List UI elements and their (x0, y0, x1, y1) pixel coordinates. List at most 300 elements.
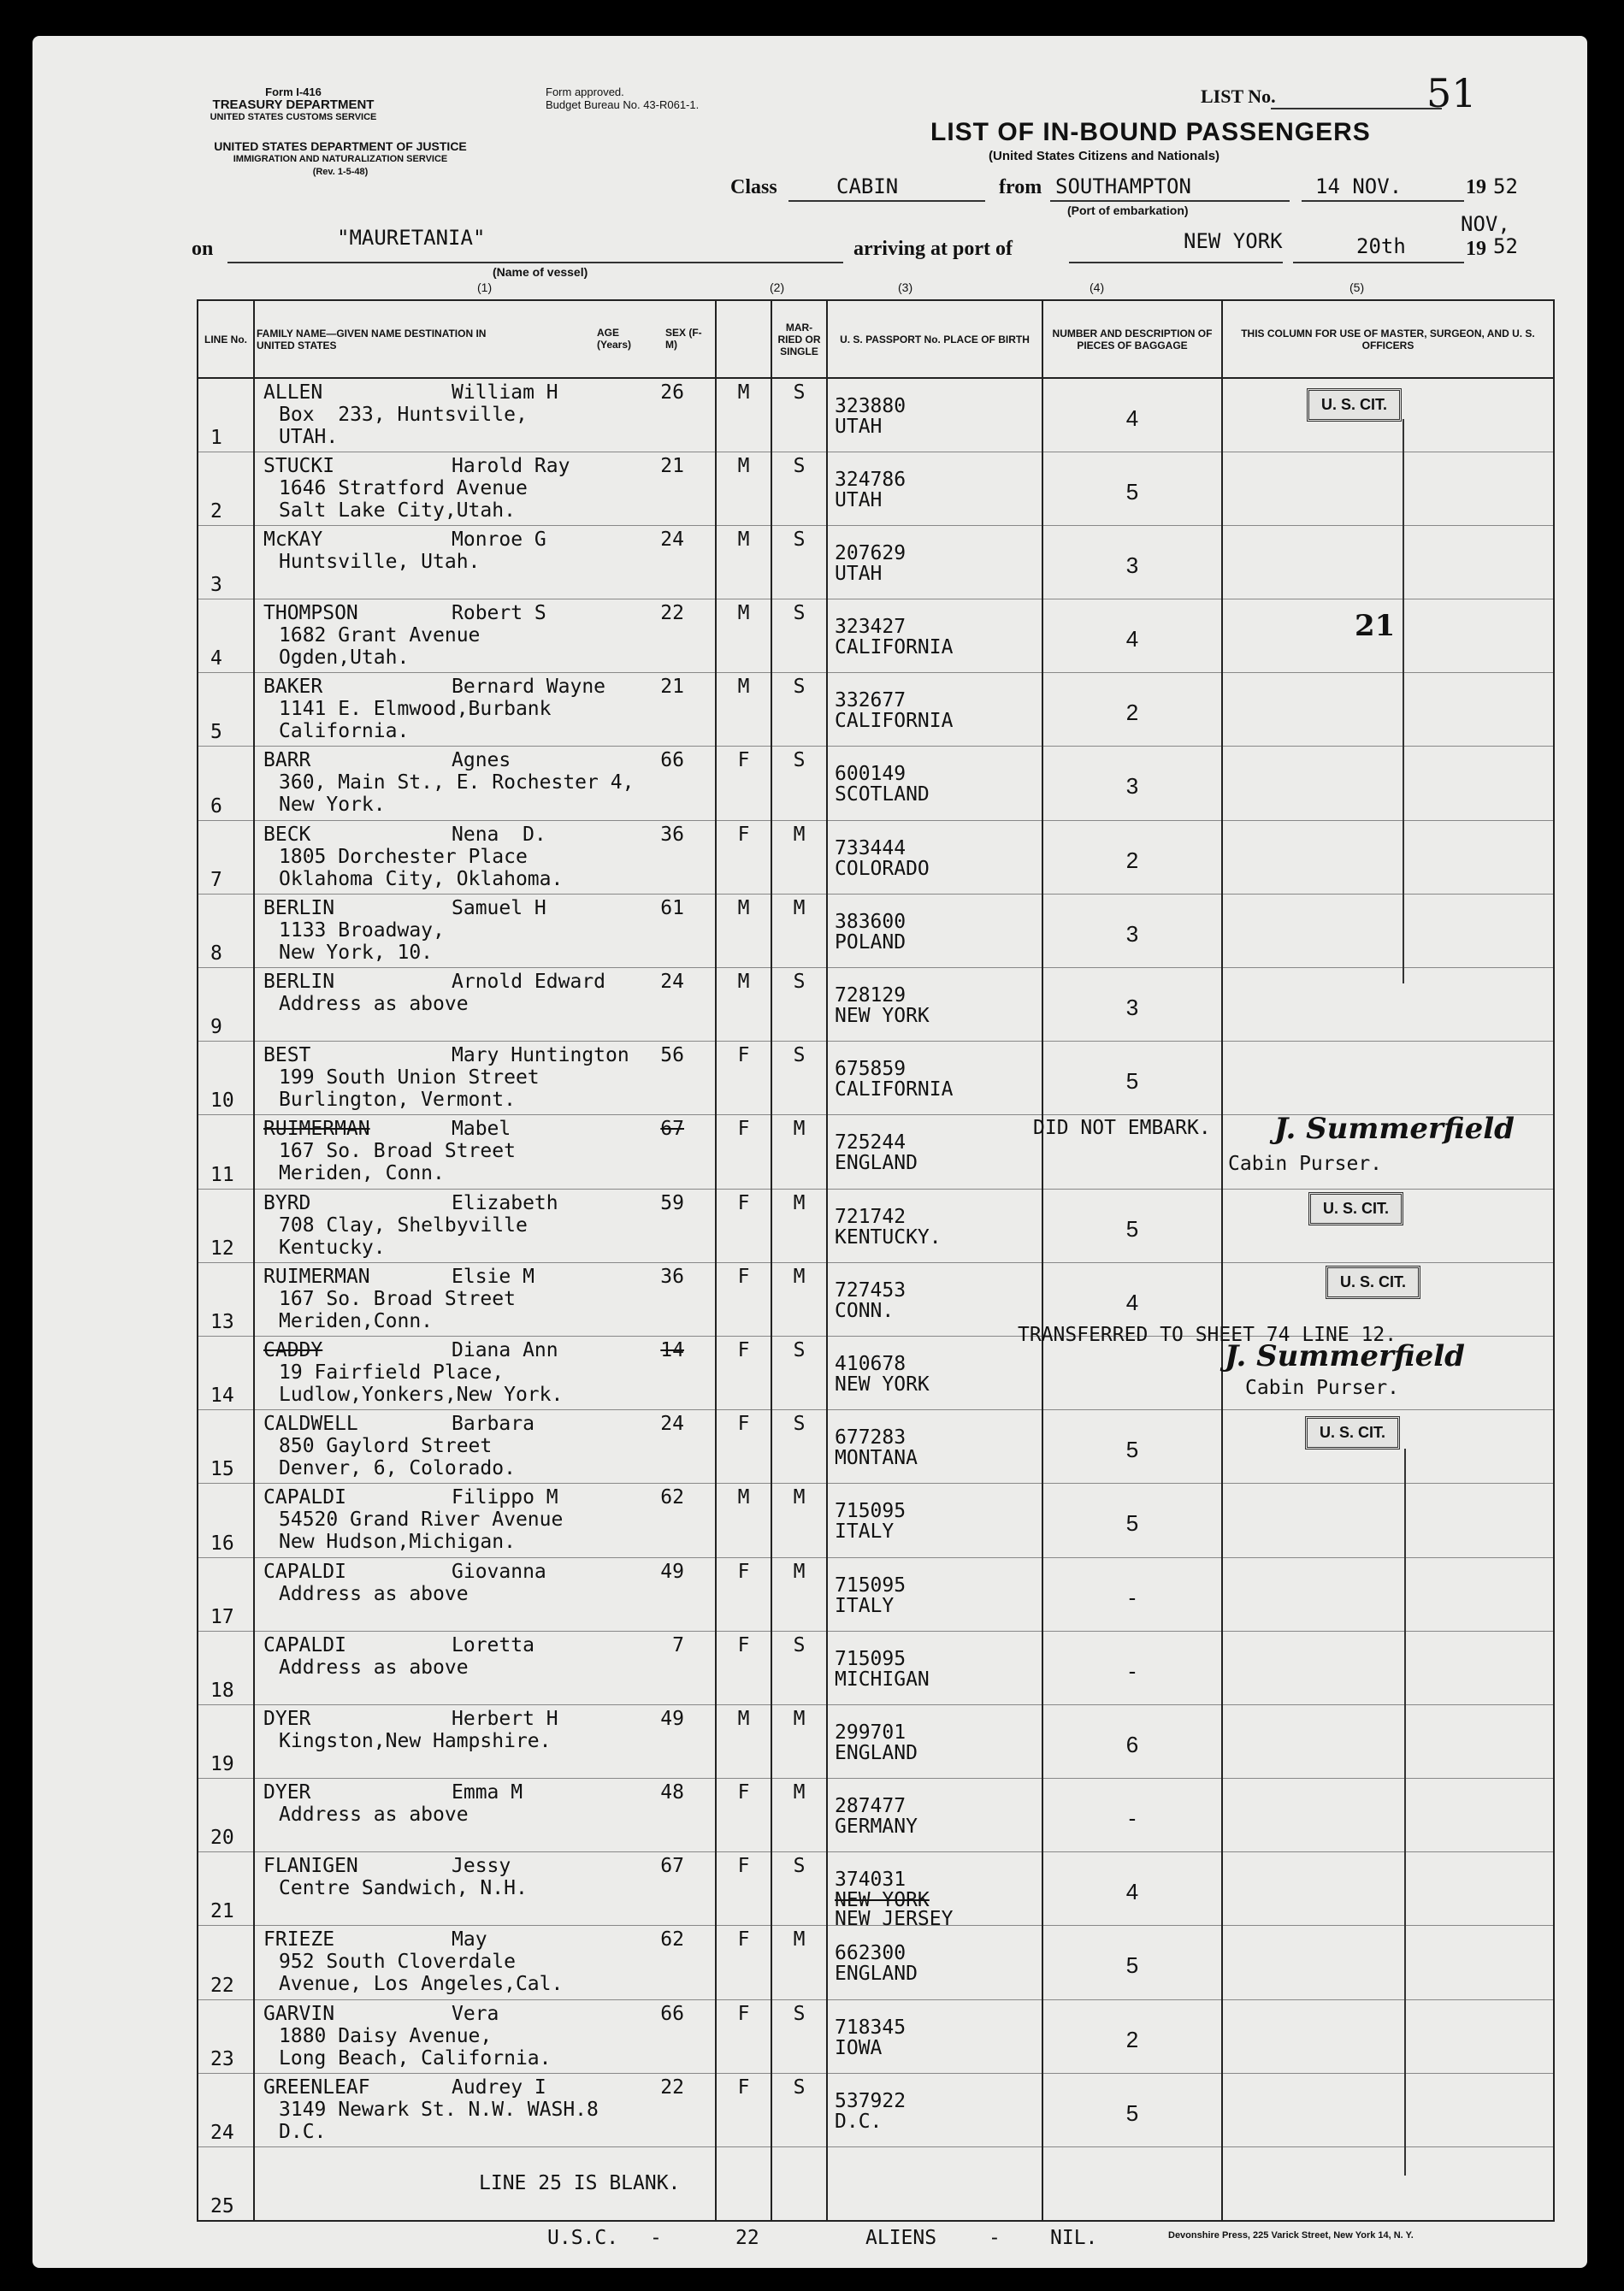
address-line-2: Meriden, Conn. (279, 1162, 445, 1185)
baggage-cell (1042, 2147, 1222, 2221)
given-name: Herbert H (452, 1707, 558, 1730)
line-number: 23 (210, 2047, 234, 2070)
line-number: 7 (210, 868, 222, 891)
age: 66 (660, 2002, 684, 2025)
remarks-cell (1222, 1631, 1554, 1704)
passport-number: 662300 (835, 1942, 906, 1965)
arrival-year-prefix: 19 (1466, 238, 1486, 260)
baggage-count: 3 (1125, 552, 1139, 578)
line-number: 22 (210, 1974, 234, 1997)
baggage-cell (1042, 525, 1222, 599)
sex: F (737, 1044, 750, 1067)
did-not-embark: DID NOT EMBARK. (1033, 1117, 1211, 1139)
baggage-count: 5 (1125, 2099, 1139, 2126)
col-header-baggage: NUMBER AND DESCRIPTION OF PIECES OF BAGGAGE (1042, 300, 1222, 378)
sex: F (737, 1338, 750, 1361)
age: 21 (660, 454, 684, 477)
passport-number: 733444 (835, 836, 906, 859)
name-cell (254, 1999, 716, 2073)
baggage-count: - (1128, 1657, 1137, 1684)
name-cell (254, 1704, 716, 1778)
address-line-1: 167 So. Broad Street (279, 1140, 516, 1163)
name-cell (254, 1557, 716, 1631)
marital-status: S (793, 454, 806, 477)
given-name: Loretta (452, 1633, 534, 1656)
given-name: Audrey I (452, 2075, 546, 2099)
passport-cell (827, 1410, 1042, 1484)
justice-dept: UNITED STATES DEPARTMENT OF JUSTICE (214, 139, 467, 153)
age: 21 (660, 676, 684, 699)
family-name: BAKER (263, 676, 323, 699)
table-row (198, 1852, 1554, 1926)
col-header-line: LINE No. (198, 300, 254, 378)
family-name: CAPALDI (263, 1486, 346, 1509)
address-line-1: 1646 Stratford Avenue (279, 476, 528, 499)
married-cell (771, 1779, 827, 1852)
remarks-cell (1222, 1557, 1554, 1631)
line-number-cell (198, 1262, 254, 1336)
sex: F (737, 2075, 750, 2099)
line-number-cell (198, 1926, 254, 1999)
line-number-cell (198, 525, 254, 599)
col-header-spacer (716, 300, 771, 378)
baggage-cell (1042, 1484, 1222, 1557)
marital-status: S (793, 676, 806, 699)
age: 62 (660, 1486, 684, 1509)
line-number-cell (198, 1189, 254, 1262)
name-cell (254, 452, 716, 525)
name-cell (254, 894, 716, 967)
baggage-cell (1042, 2073, 1222, 2146)
line-number: 1 (210, 426, 222, 449)
address-line-2: Meriden,Conn. (279, 1309, 434, 1332)
table-row (198, 1557, 1554, 1631)
name-cell (254, 820, 716, 894)
passport-cell (827, 2147, 1042, 2221)
place-of-birth: CALIFORNIA (835, 710, 954, 733)
name-cell (254, 1779, 716, 1852)
col-num-3: (3) (898, 280, 913, 294)
passport-cell (827, 1999, 1042, 2073)
line-number-cell (198, 1115, 254, 1189)
address-line-1: 360, Main St., E. Rochester 4, (279, 771, 635, 794)
agency-block (152, 86, 434, 124)
sex-cell (716, 894, 771, 967)
remarks-cell (1222, 968, 1554, 1042)
name-cell (254, 1115, 716, 1189)
passport-cell (827, 1704, 1042, 1778)
sex: M (737, 676, 750, 699)
depart-year-prefix: 19 (1466, 176, 1486, 198)
age: 67 (660, 1118, 684, 1141)
passport-cell (827, 1336, 1042, 1409)
passport-cell (827, 820, 1042, 894)
married-cell (771, 747, 827, 820)
line-number-cell (198, 1557, 254, 1631)
sex: M (737, 454, 750, 477)
line-number-cell (198, 1631, 254, 1704)
address-line-1: 199 South Union Street (279, 1066, 540, 1089)
given-name: Arnold Edward (452, 971, 606, 993)
footer-usc: U.S.C. (547, 2227, 619, 2249)
line-number-cell (198, 1852, 254, 1926)
sex-cell (716, 1779, 771, 1852)
place-of-birth: D.C. (835, 2110, 883, 2133)
passport-cell (827, 894, 1042, 967)
passport-cell (827, 1852, 1042, 1931)
baggage-cell (1042, 599, 1222, 673)
footer-aliens-count: NIL. (1050, 2227, 1098, 2249)
col-header-name (254, 300, 716, 378)
address-line-2: D.C. (279, 2120, 327, 2143)
address-line-1: 1682 Grant Avenue (279, 624, 481, 647)
sex-cell (716, 968, 771, 1042)
passport-cell (827, 1484, 1042, 1557)
baggage-count: 5 (1125, 1068, 1139, 1095)
remarks-cell (1222, 1484, 1554, 1557)
line-number-cell (198, 1042, 254, 1115)
place-of-birth: UTAH (835, 488, 883, 511)
age: 49 (660, 1707, 684, 1730)
address-line-2: Ludlow,Yonkers,New York. (279, 1383, 564, 1406)
given-name: Robert S (452, 602, 546, 625)
depart-date-underline (1302, 200, 1464, 202)
marital-status: M (793, 896, 806, 919)
sex: F (737, 2002, 750, 2025)
address-line-1: 54520 Grand River Avenue (279, 1509, 564, 1532)
sex: M (737, 602, 750, 625)
sex-cell (716, 378, 771, 452)
passport-number: 675859 (835, 1058, 906, 1081)
age: 26 (660, 381, 684, 404)
table-row (198, 2073, 1554, 2146)
place-of-birth: COLORADO (835, 857, 930, 880)
name-cell (254, 1631, 716, 1704)
marital-status: M (793, 1486, 806, 1509)
from-underline (1050, 200, 1290, 202)
from-label: from (999, 176, 1042, 198)
marital-status: S (793, 1855, 806, 1878)
sex: F (737, 1560, 750, 1583)
address-line-2: New York, 10. (279, 941, 434, 964)
passport-cell (827, 1926, 1042, 1999)
budget-bureau: Budget Bureau No. 43-R061-1. (546, 98, 700, 111)
remarks-cell (1222, 525, 1554, 599)
address-line-1: 3149 Newark St. N.W. WASH.8 (279, 2098, 599, 2121)
name-cell (254, 1852, 716, 1926)
table-row (198, 1779, 1554, 1852)
passport-cell (827, 378, 1042, 452)
purser-signature-2: J. Summerfield (1225, 1339, 1465, 1373)
age: 67 (660, 1855, 684, 1878)
name-cell (254, 1410, 716, 1484)
address-line-1: 1805 Dorchester Place (279, 845, 528, 868)
table-row (198, 452, 1554, 525)
depart-day-month: 14 NOV. (1315, 174, 1403, 198)
line-number: 12 (210, 1237, 234, 1260)
marital-status: S (793, 1633, 806, 1656)
from-value: SOUTHAMPTON (1055, 174, 1191, 198)
passport-cell (827, 673, 1042, 747)
given-name: William H (452, 381, 558, 404)
sex-cell (716, 1852, 771, 1926)
place-of-birth: ENGLAND (835, 1152, 918, 1175)
baggage-cell (1042, 1042, 1222, 1115)
passport-cell (827, 1779, 1042, 1852)
sex: M (737, 971, 750, 993)
footer-usc-dash: - (650, 2227, 662, 2249)
place-of-birth: ENGLAND (835, 1963, 918, 1986)
marital-status: S (793, 749, 806, 772)
family-name: GARVIN (263, 2002, 335, 2025)
line-number: 10 (210, 1089, 234, 1113)
baggage-cell (1042, 1926, 1222, 1999)
ins-label: IMMIGRATION AND NATURALIZATION SERVICE (233, 154, 448, 164)
sex-cell (716, 452, 771, 525)
place-of-birth: NEW YORK (835, 1005, 930, 1027)
name-cell (254, 968, 716, 1042)
sex-cell (716, 1704, 771, 1778)
marital-status: S (793, 1338, 806, 1361)
family-name: McKAY (263, 528, 323, 551)
sex-cell (716, 1262, 771, 1336)
sex-cell (716, 1410, 771, 1484)
passport-number: 374031 (835, 1869, 906, 1892)
line-number: 4 (210, 647, 222, 670)
sex-cell (716, 1189, 771, 1262)
remarks-cell (1222, 1999, 1554, 2073)
address-line-2: Salt Lake City,Utah. (279, 499, 516, 522)
line-number: 16 (210, 1532, 234, 1555)
age: 36 (660, 823, 684, 846)
remarks-cell (1222, 673, 1554, 747)
given-name: Mary Huntington (452, 1044, 629, 1067)
remarks-bracket-line (1403, 419, 1404, 983)
marital-status: S (793, 2075, 806, 2099)
sex: F (737, 1928, 750, 1951)
family-name: BARR (263, 749, 311, 772)
line-number: 24 (210, 2122, 234, 2144)
marital-status: M (793, 1118, 806, 1141)
family-name: BERLIN (263, 896, 335, 919)
us-cit-stamp: U. S. CIT. (1307, 388, 1402, 422)
col-header-name-label: FAMILY NAME—GIVEN NAME DESTINATION IN UNITED STATES (257, 327, 487, 351)
given-name: Mabel (452, 1118, 511, 1141)
baggage-cell (1042, 968, 1222, 1042)
count-21: 21 (1355, 609, 1396, 643)
table-row (198, 1042, 1554, 1115)
married-cell (771, 1042, 827, 1115)
passport-number: 715095 (835, 1574, 906, 1597)
sex: F (737, 823, 750, 846)
name-cell (254, 1189, 716, 1262)
family-name: FRIEZE (263, 1928, 335, 1951)
col-num-4: (4) (1090, 280, 1105, 294)
given-name: Diana Ann (452, 1338, 558, 1361)
passport-number: 207629 (835, 541, 906, 564)
passport-number: 728129 (835, 984, 906, 1007)
table-row (198, 968, 1554, 1042)
sex-cell (716, 2073, 771, 2146)
passport-number: 383600 (835, 910, 906, 933)
baggage-count: 5 (1125, 1510, 1139, 1537)
remarks-cell (1222, 1704, 1554, 1778)
line-number-cell (198, 747, 254, 820)
address-line-1: 1133 Broadway, (279, 918, 445, 942)
married-cell (771, 1852, 827, 1926)
age: 14 (660, 1338, 684, 1361)
vessel-underline (227, 262, 843, 263)
line-number: 8 (210, 942, 222, 965)
passport-cell (827, 525, 1042, 599)
place-of-birth: GERMANY (835, 1816, 918, 1839)
col-header-age: AGE (Years) (597, 327, 632, 351)
table-row (198, 1484, 1554, 1557)
marital-status: S (793, 528, 806, 551)
passport-number: 715095 (835, 1500, 906, 1523)
col-header-remarks: THIS COLUMN FOR USE OF MASTER, SURGEON, AND U. S. OFFICERS (1222, 300, 1554, 378)
address-line-2: Denver, 6, Colorado. (279, 1457, 516, 1480)
line-number: 6 (210, 794, 222, 818)
line-number-cell (198, 1999, 254, 2073)
family-name: THOMPSON (263, 602, 358, 625)
col-header-passport: U. S. PASSPORT No. PLACE OF BIRTH (827, 300, 1042, 378)
place-of-birth: CALIFORNIA (835, 1078, 954, 1101)
line-number-cell (198, 378, 254, 452)
arriving-label: arriving at port of (853, 238, 1013, 260)
family-name: BEST (263, 1044, 311, 1067)
marital-status: M (793, 1191, 806, 1214)
printer-imprint: Devonshire Press, 225 Varick Street, New York 14, N. Y. (1168, 2230, 1414, 2241)
given-name: Harold Ray (452, 454, 570, 477)
marital-status: M (793, 1781, 806, 1804)
passport-number: 727453 (835, 1278, 906, 1302)
marital-status: S (793, 602, 806, 625)
address-line-2: UTAH. (279, 426, 339, 448)
sex-cell (716, 599, 771, 673)
marital-status: M (793, 1560, 806, 1583)
arrival-port: NEW YORK (1184, 229, 1283, 253)
place-of-birth: SCOTLAND (835, 783, 930, 806)
baggage-count: - (1128, 1584, 1137, 1610)
passport-number: 725244 (835, 1131, 906, 1154)
table-row (198, 1999, 1554, 2073)
family-name: BYRD (263, 1191, 311, 1214)
address-line-1: Address as above (279, 993, 469, 1015)
sex-cell (716, 1557, 771, 1631)
list-no-underline (1271, 108, 1442, 109)
class-underline (788, 200, 985, 202)
remarks-cell (1222, 2073, 1554, 2146)
family-name: ALLEN (263, 381, 323, 404)
name-cell (254, 2073, 716, 2146)
address-line-1: 708 Clay, Shelbyville (279, 1213, 528, 1237)
line-number-cell (198, 894, 254, 967)
line-number-cell (198, 1704, 254, 1778)
married-cell (771, 894, 827, 967)
sex-cell (716, 1484, 771, 1557)
passport-number: 721742 (835, 1205, 906, 1228)
revision-label: (Rev. 1-5-48) (312, 167, 369, 177)
port-embark-note: (Port of embarkation) (1067, 204, 1189, 217)
line-number: 25 (210, 2194, 234, 2217)
marital-status: M (793, 823, 806, 846)
given-name: Vera (452, 2002, 499, 2025)
baggage-count: 5 (1125, 1437, 1139, 1463)
married-cell (771, 1926, 827, 1999)
table-row (198, 1704, 1554, 1778)
sex: F (737, 1855, 750, 1878)
place-of-birth: IOWA (835, 2036, 883, 2059)
married-cell (771, 1262, 827, 1336)
sex: F (737, 749, 750, 772)
address-line-2: New Hudson,Michigan. (279, 1531, 516, 1554)
name-cell (254, 525, 716, 599)
family-name: STUCKI (263, 454, 335, 477)
passport-number: 332677 (835, 689, 906, 712)
sex: F (737, 1118, 750, 1141)
married-cell (771, 378, 827, 452)
married-cell (771, 673, 827, 747)
married-cell (771, 1704, 827, 1778)
us-cit-stamp-2: U. S. CIT. (1308, 1192, 1403, 1225)
sex-cell (716, 1115, 771, 1189)
baggage-count: 4 (1125, 626, 1139, 652)
address-line-2: Oklahoma City, Oklahoma. (279, 867, 564, 890)
passport-number: 323427 (835, 616, 906, 639)
age: 24 (660, 528, 684, 551)
sex: F (737, 1191, 750, 1214)
approval-block (546, 86, 734, 111)
name-cell (254, 1042, 716, 1115)
sex-cell (716, 2147, 771, 2221)
table-row (198, 599, 1554, 673)
address-line-1: 952 South Cloverdale (279, 1951, 516, 1974)
place-of-birth: CALIFORNIA (835, 636, 954, 659)
line-number-cell (198, 673, 254, 747)
married-cell (771, 452, 827, 525)
baggage-count: 4 (1125, 405, 1139, 431)
form-subtitle: (United States Citizens and Nationals) (989, 149, 1220, 163)
line-number: 14 (210, 1385, 234, 1408)
place-of-birth: MICHIGAN (835, 1668, 930, 1691)
baggage-count: 5 (1125, 478, 1139, 505)
sex: M (737, 381, 750, 404)
table-row (198, 1631, 1554, 1704)
treasury-dept: TREASURY DEPARTMENT (212, 97, 375, 112)
baggage-cell (1042, 1631, 1222, 1704)
married-cell (771, 1336, 827, 1409)
col-header-sex: SEX (F-M) (665, 327, 702, 351)
passport-cell (827, 599, 1042, 673)
passport-cell (827, 747, 1042, 820)
line-number-cell (198, 968, 254, 1042)
col-num-2: (2) (770, 280, 785, 294)
place-of-birth-corrected: NEW JERSEY (835, 1908, 954, 1931)
remarks-cell (1222, 747, 1554, 820)
customs-service: UNITED STATES CUSTOMS SERVICE (210, 112, 377, 122)
table-header-row (198, 300, 1554, 378)
address-line-1: Centre Sandwich, N.H. (279, 1877, 528, 1900)
line-number: 20 (210, 1827, 234, 1850)
place-of-birth: UTAH (835, 416, 883, 438)
name-cell (254, 673, 716, 747)
place-of-birth: NEW YORK (835, 1373, 930, 1396)
line-number: 2 (210, 499, 222, 523)
line-number-cell (198, 2073, 254, 2146)
sex: F (737, 1413, 750, 1436)
age: 24 (660, 1413, 684, 1436)
